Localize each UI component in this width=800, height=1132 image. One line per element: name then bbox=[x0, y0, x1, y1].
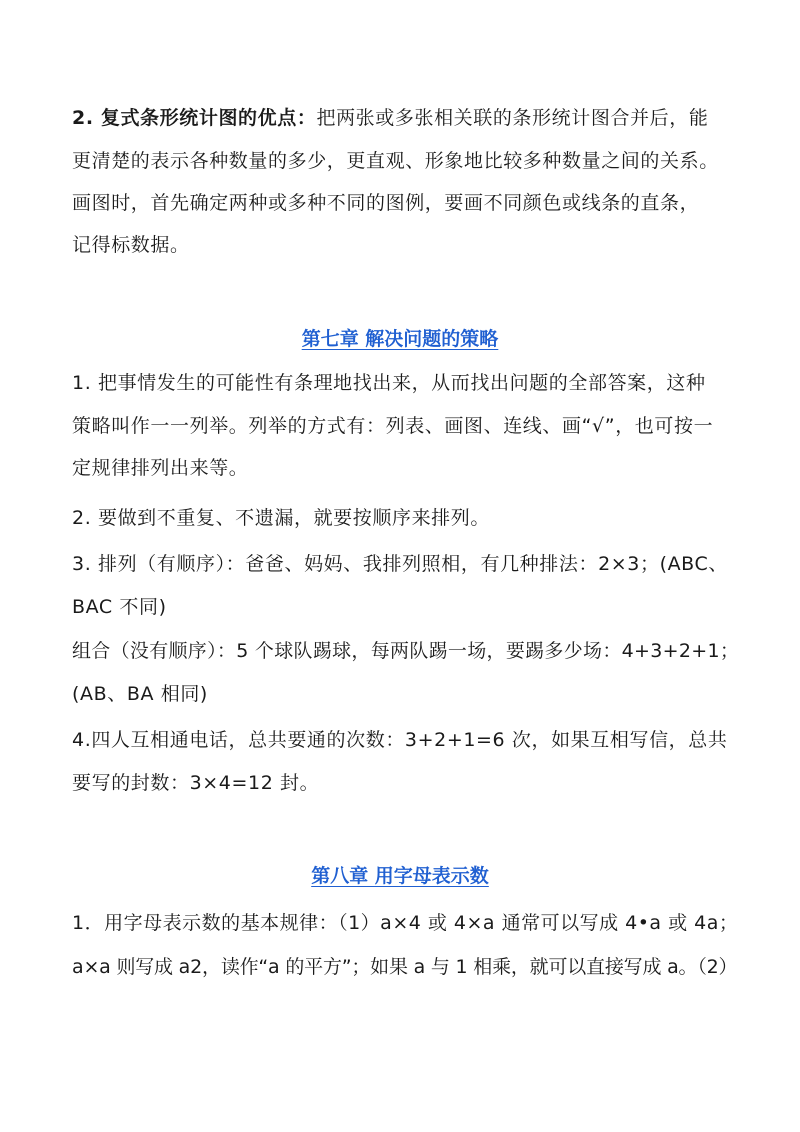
chapter7-line6: BAC 不同) bbox=[72, 596, 167, 618]
chapter7-line3: 定规律排列出来等。 bbox=[72, 457, 249, 479]
chapter7-title[interactable]: 第七章 解决问题的策略 bbox=[301, 328, 499, 350]
chapter7-line1: 1. 把事情发生的可能性有条理地找出来，从而找出问题的全部答案，这种 bbox=[72, 372, 706, 394]
summary-item2-text: 把两张或多张相关联的条形统计图合并后，能 bbox=[316, 107, 709, 129]
summary-item2-label: 2. 复式条形统计图的优点： bbox=[72, 107, 317, 129]
chapter7-line7: 组合（没有顺序）：5 个球队踢球，每两队踢一场，要踢多少场：4+3+2+1； bbox=[72, 640, 740, 662]
summary-item2-line1 bbox=[72, 105, 708, 131]
chapter8-line1: 1．用字母表示数的基本规律：（1）a×4 或 4×a 通常可以写成 4•a 或 4a； bbox=[72, 912, 739, 934]
chapter7-line4: 2. 要做到不重复、不遗漏，就要按顺序来排列。 bbox=[72, 507, 490, 529]
chapter8-title[interactable]: 第八章 用字母表示数 bbox=[311, 865, 489, 887]
summary-item2-line4: 记得标数据。 bbox=[72, 234, 190, 256]
chapter7-line8: (AB、BA 相同) bbox=[72, 683, 208, 705]
summary-item2-line2: 更清楚的表示各种数量的多少，更直观、形象地比较多种数量之间的关系。 bbox=[72, 150, 719, 172]
chapter7-line2: 策略叫作一一列举。列举的方式有：列表、画图、连线、画“√”，也可按一 bbox=[72, 415, 714, 437]
chapter7-line9: 4.四人互相通电话，总共要通的次数：3+2+1=6 次，如果互相写信，总共 bbox=[72, 729, 728, 751]
chapter7-line5: 3. 排列（有顺序）：爸爸、妈妈、我排列照相，有几种排法：2×3；(ABC、 bbox=[72, 553, 728, 575]
summary-item2-line3: 画图时，首先确定两种或多种不同的图例，要画不同颜色或线条的直条， bbox=[72, 192, 700, 214]
chapter7-line10: 要写的封数：3×4=12 封。 bbox=[72, 772, 320, 794]
chapter8-line2: a×a 则写成 a2，读作“a 的平方”；如果 a 与 1 相乘，就可以直接写成 a。（2） bbox=[72, 956, 738, 978]
